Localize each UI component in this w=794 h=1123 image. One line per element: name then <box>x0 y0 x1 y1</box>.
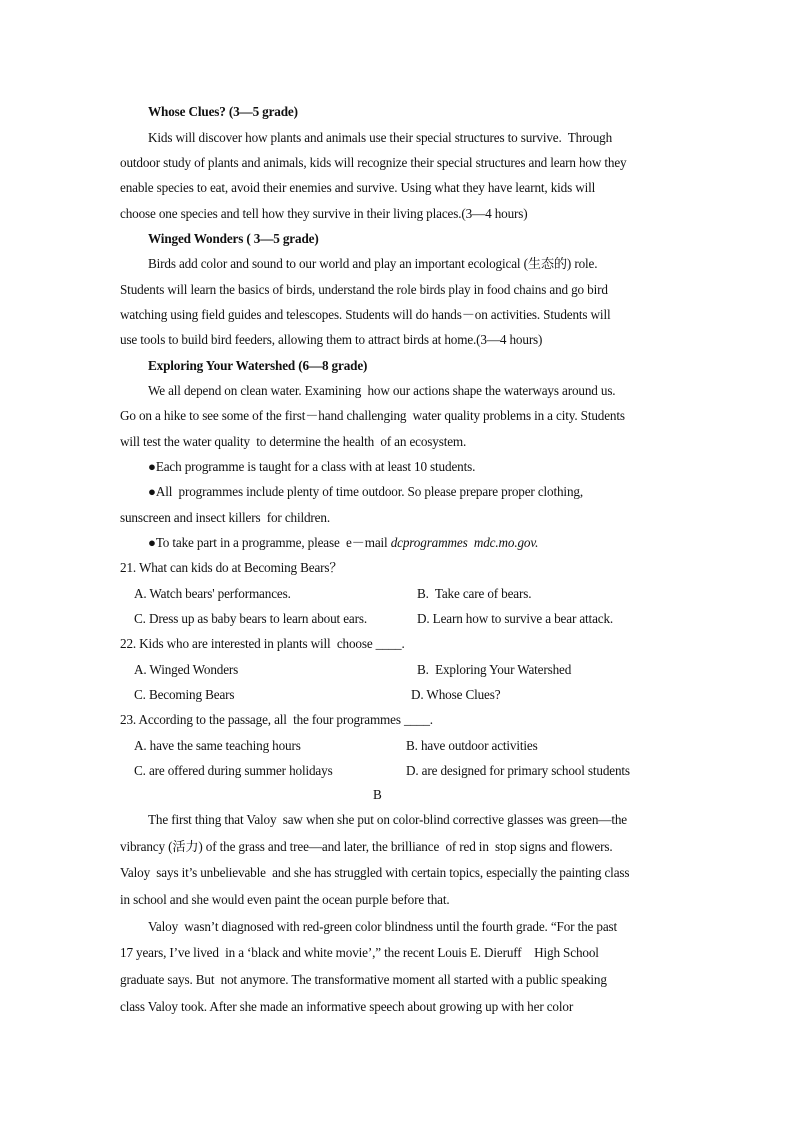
question-23-option-c: C. are offered during summer holidays <box>134 763 333 778</box>
paragraph-line: Students will learn the basics of birds, understand the role birds play in food chains and go bird <box>120 282 608 297</box>
question-21-option-a: A. Watch bears' performances. <box>134 586 291 601</box>
question-21-option-d: D. Learn how to survive a bear attack. <box>417 611 614 626</box>
paragraph-line: graduate says. But not anymore. The transformative moment all started with a public speaking <box>120 972 607 987</box>
paragraph-line: outdoor study of plants and animals, kids will recognize their special structures and learn how they <box>120 155 627 170</box>
paragraph-line: enable species to eat, avoid their enemies and survive. Using what they have learnt, kids will <box>120 180 596 195</box>
note-outdoor-cont: sunscreen and insect killers for children. <box>120 510 330 525</box>
note-contact <box>148 535 538 551</box>
note-class-size: ●Each programme is taught for a class with at least 10 students. <box>148 459 476 474</box>
paragraph-line: The first thing that Valoy saw when she put on color-blind corrective glasses was green—the <box>148 812 627 827</box>
question-23-stem: 23. According to the passage, all the four programmes ____. <box>120 712 433 727</box>
question-21-stem: 21. What can kids do at Becoming Bears？ <box>120 560 343 575</box>
paragraph-line: in school and she would even paint the ocean purple before that. <box>120 892 450 907</box>
paragraph-line: will test the water quality to determine the health of an ecosystem. <box>120 434 467 449</box>
paragraph-line: Kids will discover how plants and animals use their special structures to survive. Through <box>148 130 613 145</box>
question-23-option-d: D. are designed for primary school students <box>406 763 630 778</box>
paragraph-line: class Valoy took. After she made an informative speech about growing up with her color <box>120 999 574 1014</box>
section-title-exploring-watershed: Exploring Your Watershed (6—8 grade) <box>148 358 368 373</box>
paragraph-line: We all depend on clean water. Examining how our actions shape the waterways around us. <box>148 383 616 398</box>
question-22-stem: 22. Kids who are interested in plants will choose ____. <box>120 636 405 651</box>
note-outdoor: ●All programmes include plenty of time outdoor. So please prepare proper clothing, <box>148 484 583 499</box>
question-22-option-d: D. Whose Clues? <box>411 687 501 702</box>
question-23-option-b: B. have outdoor activities <box>406 738 538 753</box>
paragraph-line: choose one species and tell how they survive in their living places.(3—4 hours) <box>120 206 528 221</box>
note-contact-text: ●To take part in a programme, please e－mail <box>148 535 391 550</box>
paragraph-line: Birds add color and sound to our world and play an important ecological (生态的) role. <box>148 256 598 271</box>
paragraph-line: Go on a hike to see some of the first－hand challenging water quality problems in a city. Students <box>120 408 625 423</box>
question-23-option-a: A. have the same teaching hours <box>134 738 301 753</box>
question-22-option-a: A. Winged Wonders <box>134 662 239 677</box>
paragraph-line: use tools to build bird feeders, allowing them to attract birds at home.(3—4 hours) <box>120 332 543 347</box>
paragraph-line: Valoy says it’s unbelievable and she has struggled with certain topics, especially the painting class <box>120 865 630 880</box>
contact-email: dcprogrammes mdc.mo.gov. <box>390 535 539 550</box>
section-title-winged-wonders: Winged Wonders ( 3—5 grade) <box>148 231 319 246</box>
section-title-whose-clues: Whose Clues? (3—5 grade) <box>148 104 298 119</box>
question-21-option-c: C. Dress up as baby bears to learn about ears. <box>134 611 367 626</box>
paragraph-line: Valoy wasn’t diagnosed with red-green color blindness until the fourth grade. “For the past <box>148 919 618 934</box>
passage-b-heading: B <box>373 787 382 802</box>
paragraph-line: watching using field guides and telescopes. Students will do hands－on activities. Students will <box>120 307 611 322</box>
paragraph-line: vibrancy (活力) of the grass and tree—and later, the brilliance of red in stop signs and flowers. <box>120 839 613 854</box>
question-22-option-b: B. Exploring Your Watershed <box>417 662 572 677</box>
question-21-option-b: B. Take care of bears. <box>417 586 532 601</box>
paragraph-line: 17 years, I’ve lived in a ‘black and white movie’,” the recent Louis E. Dieruff High School <box>120 945 599 960</box>
question-22-option-c: C. Becoming Bears <box>134 687 235 702</box>
